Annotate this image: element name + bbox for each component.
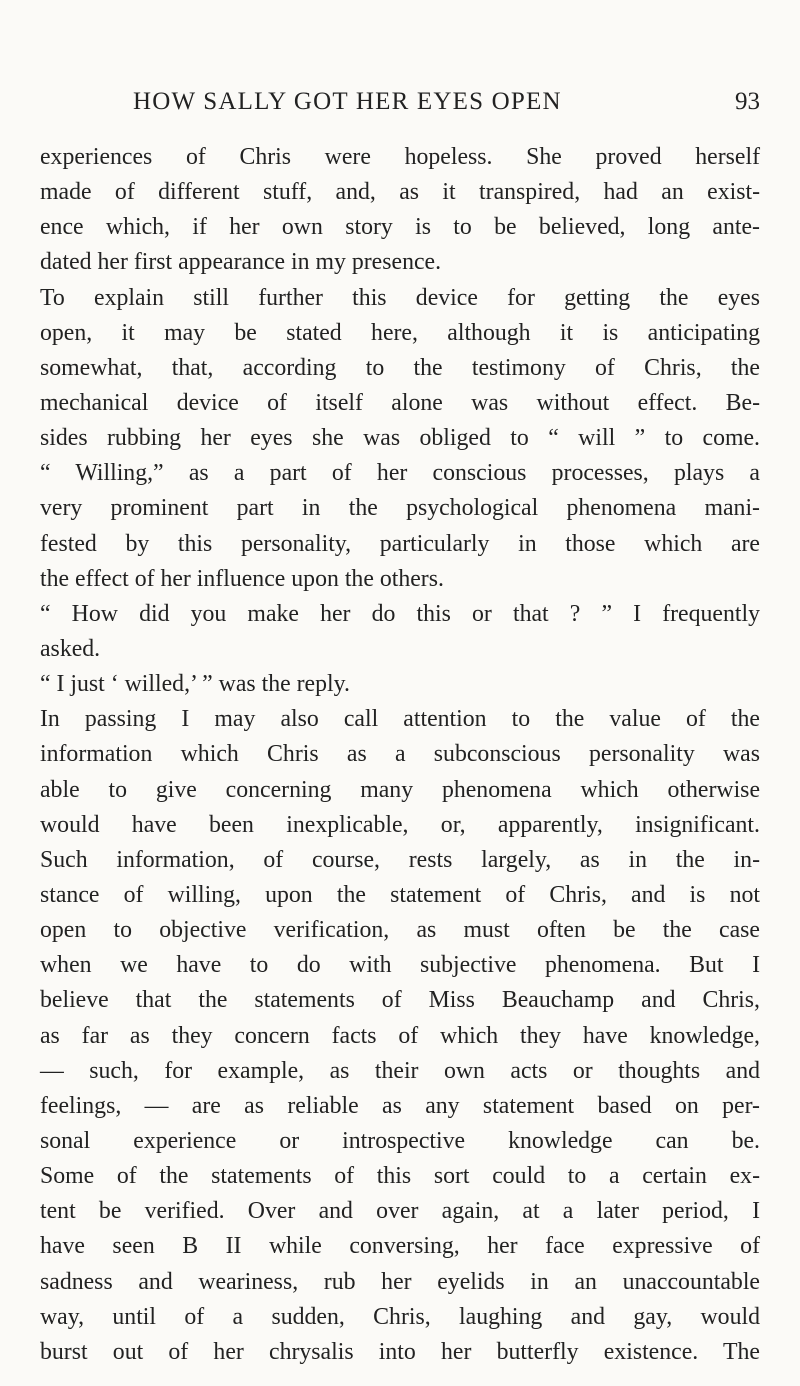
text-line: Some of the statements of this sort could to a certain ex- [40, 1163, 760, 1190]
text-line: sonal experience or introspective knowledge can be. [40, 1127, 760, 1154]
text-line: feelings, — are as reliable as any statement based on per- [40, 1092, 760, 1119]
text-line: — such, for example, as their own acts or thoughts and [40, 1057, 760, 1084]
text-line: information which Chris as a subconscious personality was [40, 741, 760, 768]
text-line: Such information, of course, rests largely, as in the in- [40, 846, 760, 873]
text-line: stance of willing, upon the statement of Chris, and is not [40, 881, 760, 908]
text-line: tent be verified. Over and over again, at a later period, I [40, 1198, 760, 1225]
text-line: made of different stuff, and, as it transpired, had an exist- [40, 179, 760, 206]
text-line: experiences of Chris were hopeless. She proved herself [40, 144, 760, 170]
text-line: In passing I may also call attention to the value of the [40, 706, 760, 733]
text-line: asked. [40, 635, 101, 662]
text-line: burst out of her chrysalis into her butterfly existence. The [40, 1338, 760, 1365]
text-line: would have been inexplicable, or, apparently, insignificant. [40, 811, 760, 838]
text-line: open to objective verification, as must often be the case [40, 917, 760, 944]
text-line: able to give concerning many phenomena which otherwise [40, 776, 760, 803]
text-line: somewhat, that, according to the testimony of Chris, the [40, 354, 760, 381]
text-line: way, until of a sudden, Chris, laughing and gay, would [40, 1303, 760, 1330]
text-line: ence which, if her own story is to be believed, long ante- [40, 214, 760, 241]
text-line: dated her first appearance in my presence. [40, 249, 442, 276]
text-line: as far as they concern facts of which they have knowledge, [40, 1022, 760, 1049]
text-line: “ I just ‘ willed,’ ” was the reply. [40, 671, 350, 698]
text-line: sides rubbing her eyes she was obliged to “ will ” to come. [40, 425, 760, 452]
page-number: 93 [735, 88, 760, 115]
text-line: very prominent part in the psychological phenomena mani- [40, 495, 760, 522]
text-line: mechanical device of itself alone was without effect. Be- [40, 389, 760, 416]
body-text [40, 140, 760, 1370]
text-line: sadness and weariness, rub her eyelids in an unaccountable [40, 1268, 760, 1295]
text-line: believe that the statements of Miss Beauchamp and Chris, [40, 987, 760, 1014]
text-line: the effect of her influence upon the others. [40, 565, 444, 592]
text-line: To explain still further this device for getting the eyes [40, 284, 760, 311]
running-head [38, 88, 760, 118]
text-line: have seen B II while conversing, her face expressive of [40, 1233, 760, 1260]
text-line: fested by this personality, particularly in those which are [40, 530, 760, 557]
text-line: “ How did you make her do this or that ? ” I frequently [40, 600, 760, 627]
text-line: when we have to do with subjective phenomena. But I [40, 952, 760, 979]
text-line: open, it may be stated here, although it is anticipating [40, 319, 760, 346]
running-head-title: HOW SALLY GOT HER EYES OPEN [133, 88, 562, 115]
text-line: “ Willing,” as a part of her conscious processes, plays a [40, 460, 760, 487]
